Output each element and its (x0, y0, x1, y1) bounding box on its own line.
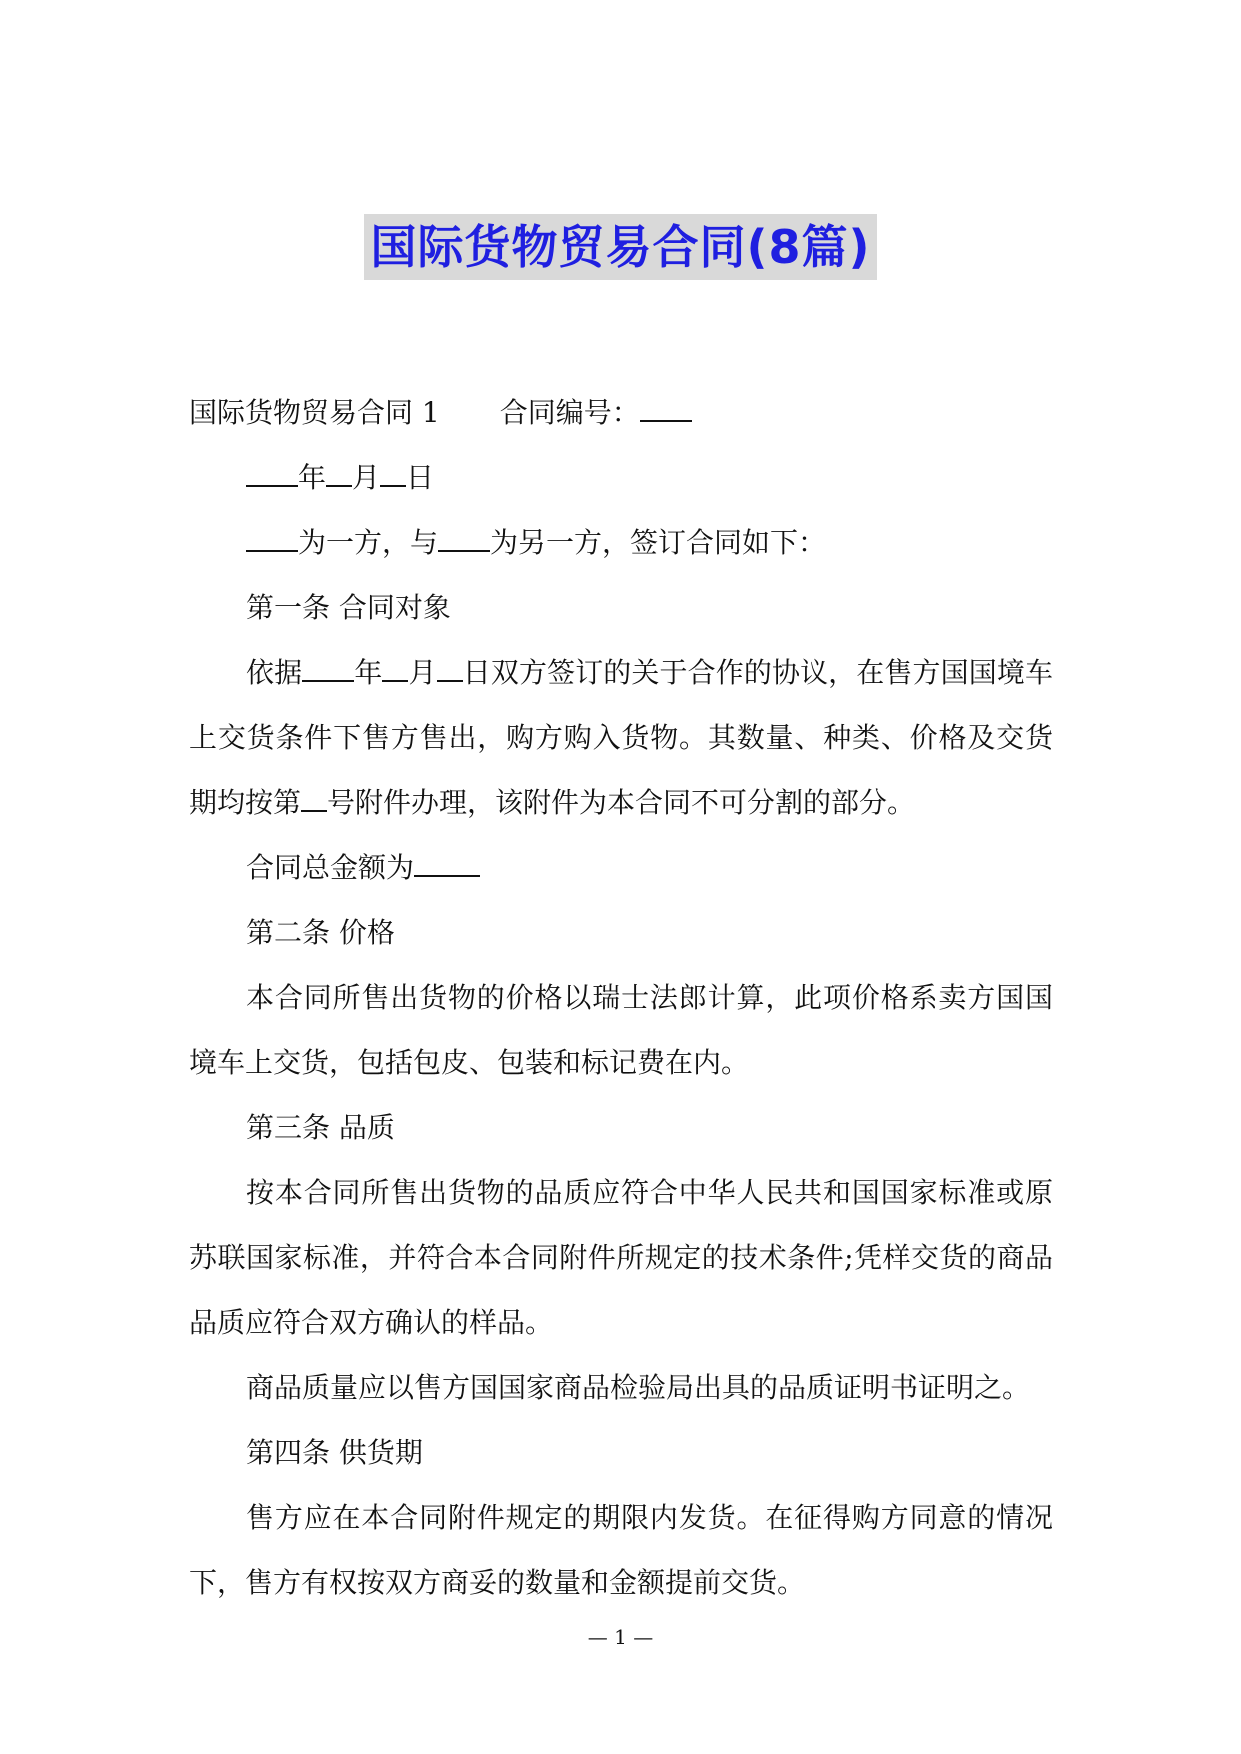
article1-text-5: 号附件办理，该附件为本合同不可分割的部分。 (327, 786, 916, 819)
title-container (0, 214, 1241, 280)
article3-paragraph-2: 商品质量应以售方国国家商品检验局出具的品质证明书证明之。 (246, 1371, 1031, 1404)
doc-name: 国际货物贸易合同 1 (189, 396, 440, 429)
total-amount-line (189, 835, 1053, 900)
day-blank (380, 459, 406, 487)
parties-line (189, 510, 1053, 575)
article2-paragraph: 本合同所售出货物的价格以瑞士法郎计算，此项价格系卖方国国境车上交货，包括包皮、包装和标记费在内。 (189, 981, 1053, 1079)
parties-text-a: 为一方，与 (298, 526, 439, 559)
total-amount-blank (414, 849, 480, 877)
month-blank (326, 459, 352, 487)
agreement-month-blank (382, 654, 408, 682)
page-number: — 1 — (587, 1625, 654, 1649)
contract-no-blank (640, 394, 692, 422)
article4-paragraph: 售方应在本合同附件规定的期限内发货。在征得购方同意的情况下，售方有权按双方商妥的数量和金额提前交货。 (189, 1501, 1053, 1599)
year-blank (246, 459, 298, 487)
day-label: 日 (406, 461, 435, 494)
agreement-day-blank (437, 654, 463, 682)
article1-title: 第一条 合同对象 (246, 591, 451, 624)
article1-text-4: 日双方签订的关于合作的协议，在售方国国境车上交货条件下售方售出，购方购入货物。其数量、种类、价格及交货期均按第 (189, 656, 1053, 819)
article3-title: 第三条 品质 (246, 1111, 395, 1144)
article4-title: 第四条 供货期 (246, 1436, 423, 1469)
article1-text-2: 年 (354, 656, 383, 689)
article1-text-1: 依据 (246, 656, 303, 689)
document-title: 国际货物贸易合同(8篇) (364, 214, 876, 280)
year-label: 年 (298, 461, 327, 494)
total-amount-label: 合同总金额为 (246, 851, 415, 884)
date-line (189, 445, 1053, 510)
article1-text-3: 月 (408, 656, 437, 689)
article2-title: 第二条 价格 (246, 916, 395, 949)
party-b-blank (438, 524, 490, 552)
article3-paragraph-1: 按本合同所售出货物的品质应符合中华人民共和国国家标准或原苏联国家标准，并符合本合同附件所规定的技术条件;凭样交货的商品品质应符合双方确认的样品。 (189, 1176, 1053, 1339)
agreement-year-blank (302, 654, 354, 682)
parties-text-b: 为另一方，签订合同如下： (490, 526, 827, 559)
header-line (189, 380, 1053, 445)
party-a-blank (246, 524, 298, 552)
contract-no-label: 合同编号： (499, 396, 640, 429)
document-body (189, 380, 1053, 1615)
article1-paragraph (189, 640, 1053, 835)
month-label: 月 (352, 461, 381, 494)
attachment-no-blank (301, 784, 327, 812)
